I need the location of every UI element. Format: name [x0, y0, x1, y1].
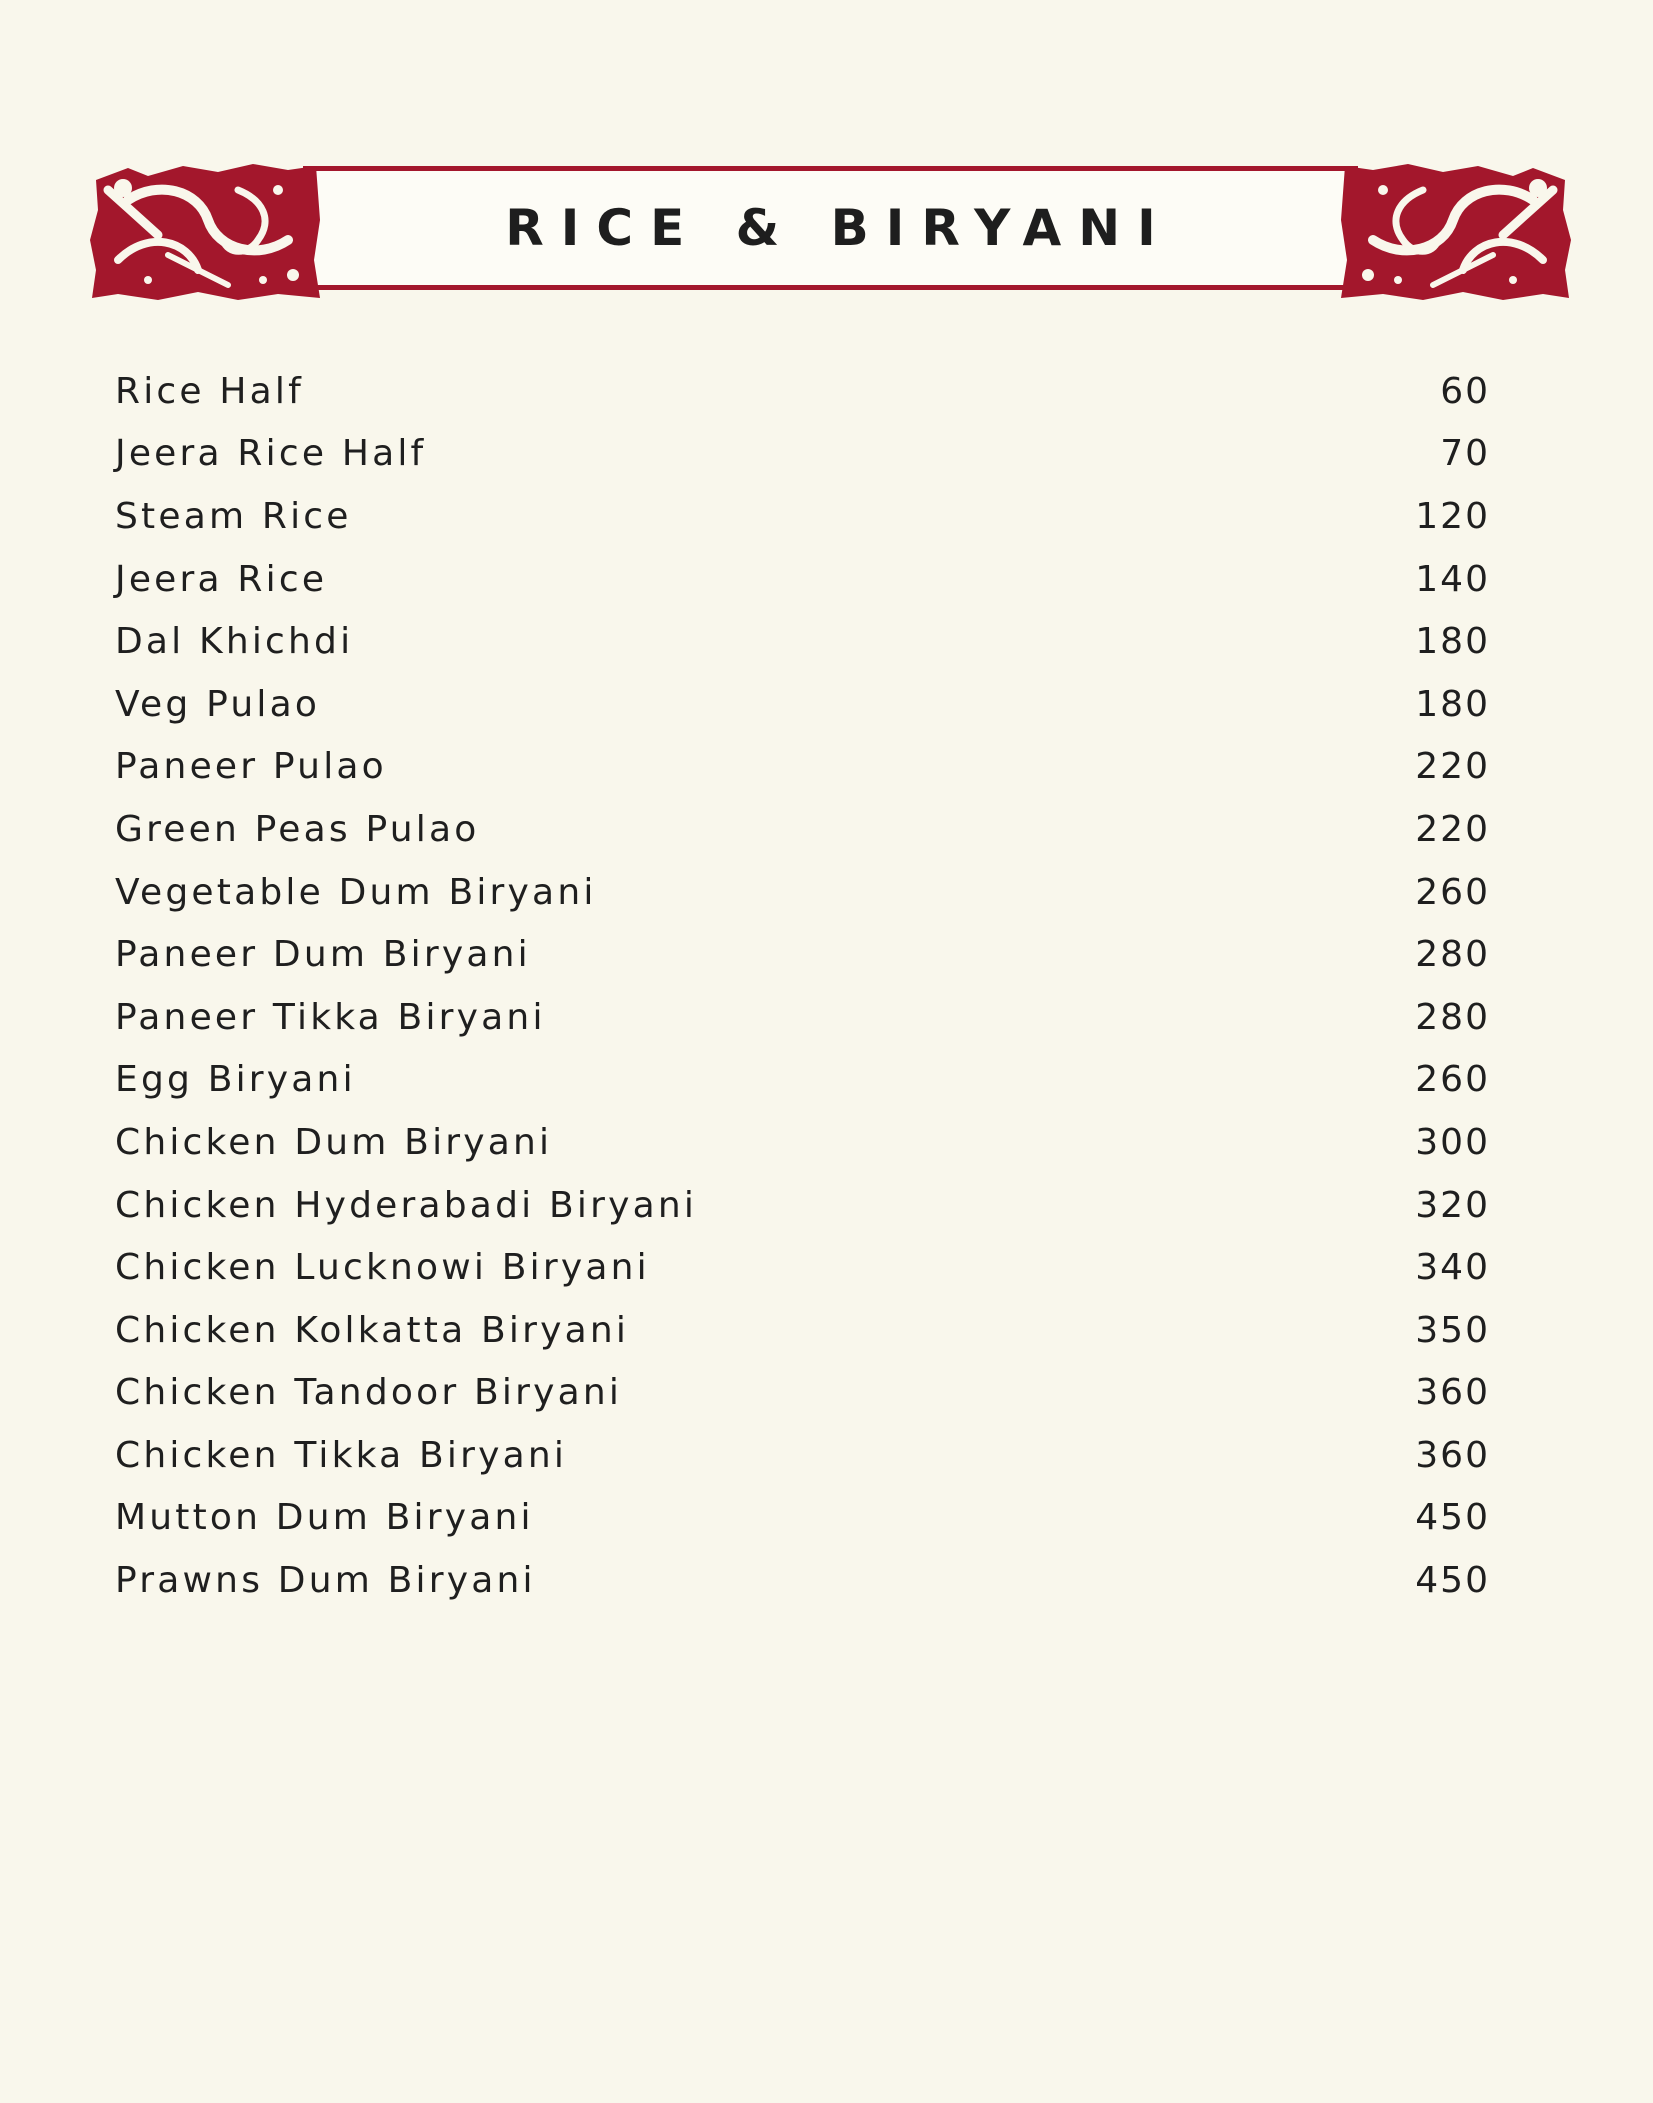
menu-item: [115, 548, 1490, 611]
menu-item-name: Chicken Tikka Biryani: [115, 1434, 568, 1476]
menu-item-name: Jeera Rice Half: [115, 433, 427, 475]
menu-item-name: Veg Pulao: [115, 683, 321, 725]
menu-item: [115, 1111, 1490, 1174]
menu-item-price: 360: [1415, 1434, 1490, 1476]
menu-item: [115, 1362, 1490, 1425]
section-title: RICE & BIRYANI: [505, 199, 1173, 257]
menu-item: [115, 1299, 1490, 1362]
menu-item-price: 450: [1415, 1560, 1490, 1602]
menu-item-name: Chicken Hyderabadi Biryani: [115, 1184, 698, 1226]
menu-item-price: 60: [1440, 370, 1490, 412]
menu-item-name: Green Peas Pulao: [115, 808, 480, 850]
menu-item-price: 70: [1440, 433, 1490, 475]
menu-item: [115, 1487, 1490, 1550]
menu-item-name: Chicken Kolkatta Biryani: [115, 1309, 630, 1351]
menu-item-price: 360: [1415, 1372, 1490, 1414]
menu-item: [115, 1236, 1490, 1299]
menu-item-price: 300: [1415, 1121, 1490, 1163]
menu-item-price: 120: [1415, 495, 1490, 537]
menu-item: [115, 485, 1490, 548]
menu-item-price: 180: [1415, 621, 1490, 663]
section-header-banner: [88, 160, 1573, 302]
menu-item-name: Chicken Dum Biryani: [115, 1121, 553, 1163]
menu-item-price: 180: [1415, 683, 1490, 725]
menu-item-name: Mutton Dum Biryani: [115, 1497, 534, 1539]
menu-item-price: 260: [1415, 1059, 1490, 1101]
menu-item: [115, 1174, 1490, 1237]
menu-item-price: 350: [1415, 1309, 1490, 1351]
menu-item: [115, 423, 1490, 486]
menu-item-price: 320: [1415, 1184, 1490, 1226]
menu-item-price: 450: [1415, 1497, 1490, 1539]
menu-item-price: 340: [1415, 1247, 1490, 1289]
menu-item-price: 280: [1415, 996, 1490, 1038]
menu-item-name: Dal Khichdi: [115, 621, 354, 663]
menu-item-name: Prawns Dum Biryani: [115, 1560, 536, 1602]
menu-list: [115, 360, 1490, 1612]
menu-item-name: Vegetable Dum Biryani: [115, 871, 597, 913]
menu-item-name: Jeera Rice: [115, 558, 328, 600]
menu-item: [115, 1049, 1490, 1112]
menu-item-name: Paneer Tikka Biryani: [115, 996, 546, 1038]
menu-item: [115, 861, 1490, 924]
menu-item-name: Chicken Lucknowi Biryani: [115, 1247, 650, 1289]
menu-item: [115, 986, 1490, 1049]
ornament-left-icon: [88, 160, 320, 302]
menu-item: [115, 736, 1490, 799]
menu-item-name: Steam Rice: [115, 495, 352, 537]
menu-item: [115, 673, 1490, 736]
menu-item-name: Rice Half: [115, 370, 305, 412]
menu-item: [115, 923, 1490, 986]
menu-item-name: Paneer Dum Biryani: [115, 934, 531, 976]
menu-item-price: 260: [1415, 871, 1490, 913]
menu-item-name: Paneer Pulao: [115, 746, 387, 788]
menu-item: [115, 1424, 1490, 1487]
ornament-right-icon: [1341, 160, 1573, 302]
menu-item-name: Chicken Tandoor Biryani: [115, 1372, 623, 1414]
menu-item: [115, 798, 1490, 861]
menu-item: [115, 360, 1490, 423]
menu-item: [115, 610, 1490, 673]
menu-item-price: 220: [1415, 808, 1490, 850]
menu-item: [115, 1549, 1490, 1612]
menu-item-price: 140: [1415, 558, 1490, 600]
menu-item-price: 220: [1415, 746, 1490, 788]
menu-item-price: 280: [1415, 934, 1490, 976]
menu-item-name: Egg Biryani: [115, 1059, 356, 1101]
